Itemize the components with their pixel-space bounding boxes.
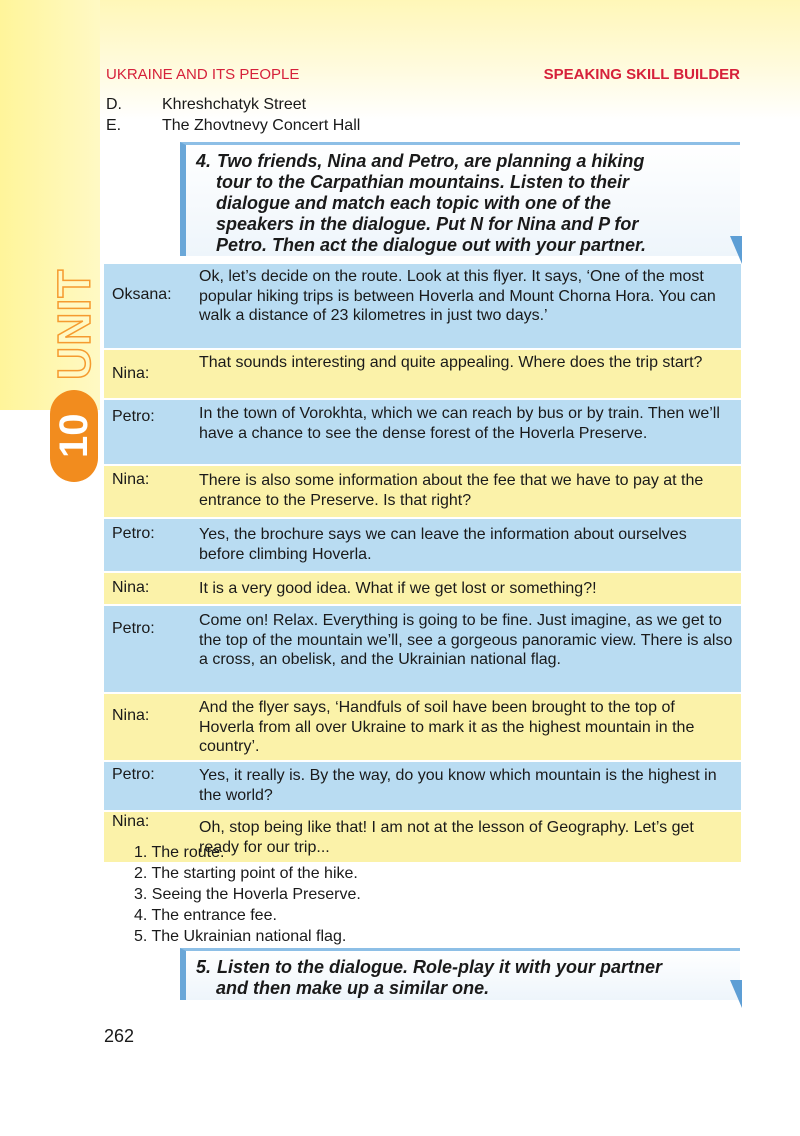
task-5-number: 5. (196, 957, 212, 977)
task-4-line (196, 151, 732, 172)
task-5-text: Listen to the dialogue. Role-play it with your partner (217, 957, 663, 977)
topics-list (134, 842, 361, 947)
dialogue-text: Oh, stop being like that! I am not at the lesson of Geography. Let’s get ready for our trip... (199, 819, 694, 856)
option-text: The Zhovtnevy Concert Hall (162, 117, 361, 134)
dialogue-text: It is a very good idea. What if we get lost or something?! (199, 580, 597, 597)
dialogue-row (104, 694, 741, 762)
dialogue-text: In the town of Vorokhta, which we can reach by bus or by train. Then we’ll have a chance to see the dense forest of the Hoverla Preserve. (199, 405, 720, 442)
speaker-label: Nina: (112, 813, 150, 830)
task-4-line: tour to the Carpathian mountains. Listen to their (216, 172, 630, 192)
task-5-line (196, 957, 732, 978)
topic-item: 3. Seeing the Hoverla Preserve. (134, 886, 361, 903)
speaker-label: Oksana: (112, 286, 172, 303)
skill-header: SPEAKING SKILL BUILDER (543, 66, 740, 83)
unit-number-badge: 10 (50, 390, 98, 482)
dialogue-text: Ok, let’s decide on the route. Look at this flyer. It says, ‘One of the most popular hiking trips is between Hoverla and Mount Chorna Hora. You can walk a distance of 23 kilometres in just two days.’ (199, 268, 716, 324)
dialogue-row (104, 573, 741, 606)
speaker-label: Petro: (112, 525, 155, 542)
dialogue-table (104, 264, 741, 864)
option-d (106, 96, 306, 114)
task-4-text: Two friends, Nina and Petro, are planning a hiking (217, 151, 645, 171)
speaker-label: Petro: (112, 766, 155, 783)
dialogue-row (104, 264, 741, 350)
task-4-line: dialogue and match each topic with one of the (216, 193, 612, 213)
task-4-box (180, 142, 740, 256)
task-4-line: Petro. Then act the dialogue out with your partner. (216, 235, 647, 255)
task-5-box (180, 948, 740, 1000)
option-e (106, 117, 360, 135)
task-4-number: 4. (196, 151, 212, 171)
dialogue-row (104, 466, 741, 519)
speaker-label: Petro: (112, 620, 155, 637)
speaker-label: Petro: (112, 408, 155, 425)
dialogue-text: Yes, it really is. By the way, do you know which mountain is the highest in the world? (199, 767, 717, 804)
topic-item: 2. The starting point of the hike. (134, 865, 358, 882)
section-header: UKRAINE AND ITS PEOPLE (106, 66, 300, 83)
unit-tab (50, 270, 98, 485)
unit-label: UNIT (48, 268, 100, 380)
dialogue-text: There is also some information about the fee that we have to pay at the entrance to the Preserve. Is that right? (199, 472, 704, 509)
dialogue-row (104, 400, 741, 466)
dialogue-row (104, 762, 741, 812)
dialogue-text: Come on! Relax. Everything is going to be fine. Just imagine, as we get to the top of the mountain we’ll, see a gorgeous panoramic view. There is also a cross, an obelisk, and the Ukrainian national flag. (199, 612, 733, 668)
topic-item: 5. The Ukrainian national flag. (134, 928, 347, 945)
dialogue-text: That sounds interesting and quite appealing. Where does the trip start? (199, 354, 703, 371)
dialogue-row (104, 350, 741, 400)
topic-item: 1. The route. (134, 844, 225, 861)
speaker-label: Nina: (112, 471, 150, 488)
option-letter: E. (106, 117, 122, 134)
speaker-label: Nina: (112, 707, 150, 724)
dialogue-row (104, 606, 741, 694)
dialogue-text: Yes, the brochure says we can leave the information about ourselves before climbing Hoverla. (199, 526, 687, 563)
topic-item: 4. The entrance fee. (134, 907, 277, 924)
dialogue-row (104, 519, 741, 573)
task-4-line: speakers in the dialogue. Put N for Nina and P for (216, 214, 639, 234)
speaker-label: Nina: (112, 579, 150, 596)
page-number: 262 (104, 1026, 135, 1046)
option-letter: D. (106, 96, 122, 113)
task-box-corner (730, 980, 742, 1008)
speaker-label: Nina: (112, 365, 150, 382)
dialogue-text: And the flyer says, ‘Handfuls of soil have been brought to the top of Hoverla from all over Ukraine to mark it as the highest mountain in the country’. (199, 699, 695, 755)
task-box-corner (730, 236, 742, 264)
option-text: Khreshchatyk Street (162, 96, 307, 113)
task-5-line: and then make up a similar one. (216, 978, 490, 998)
